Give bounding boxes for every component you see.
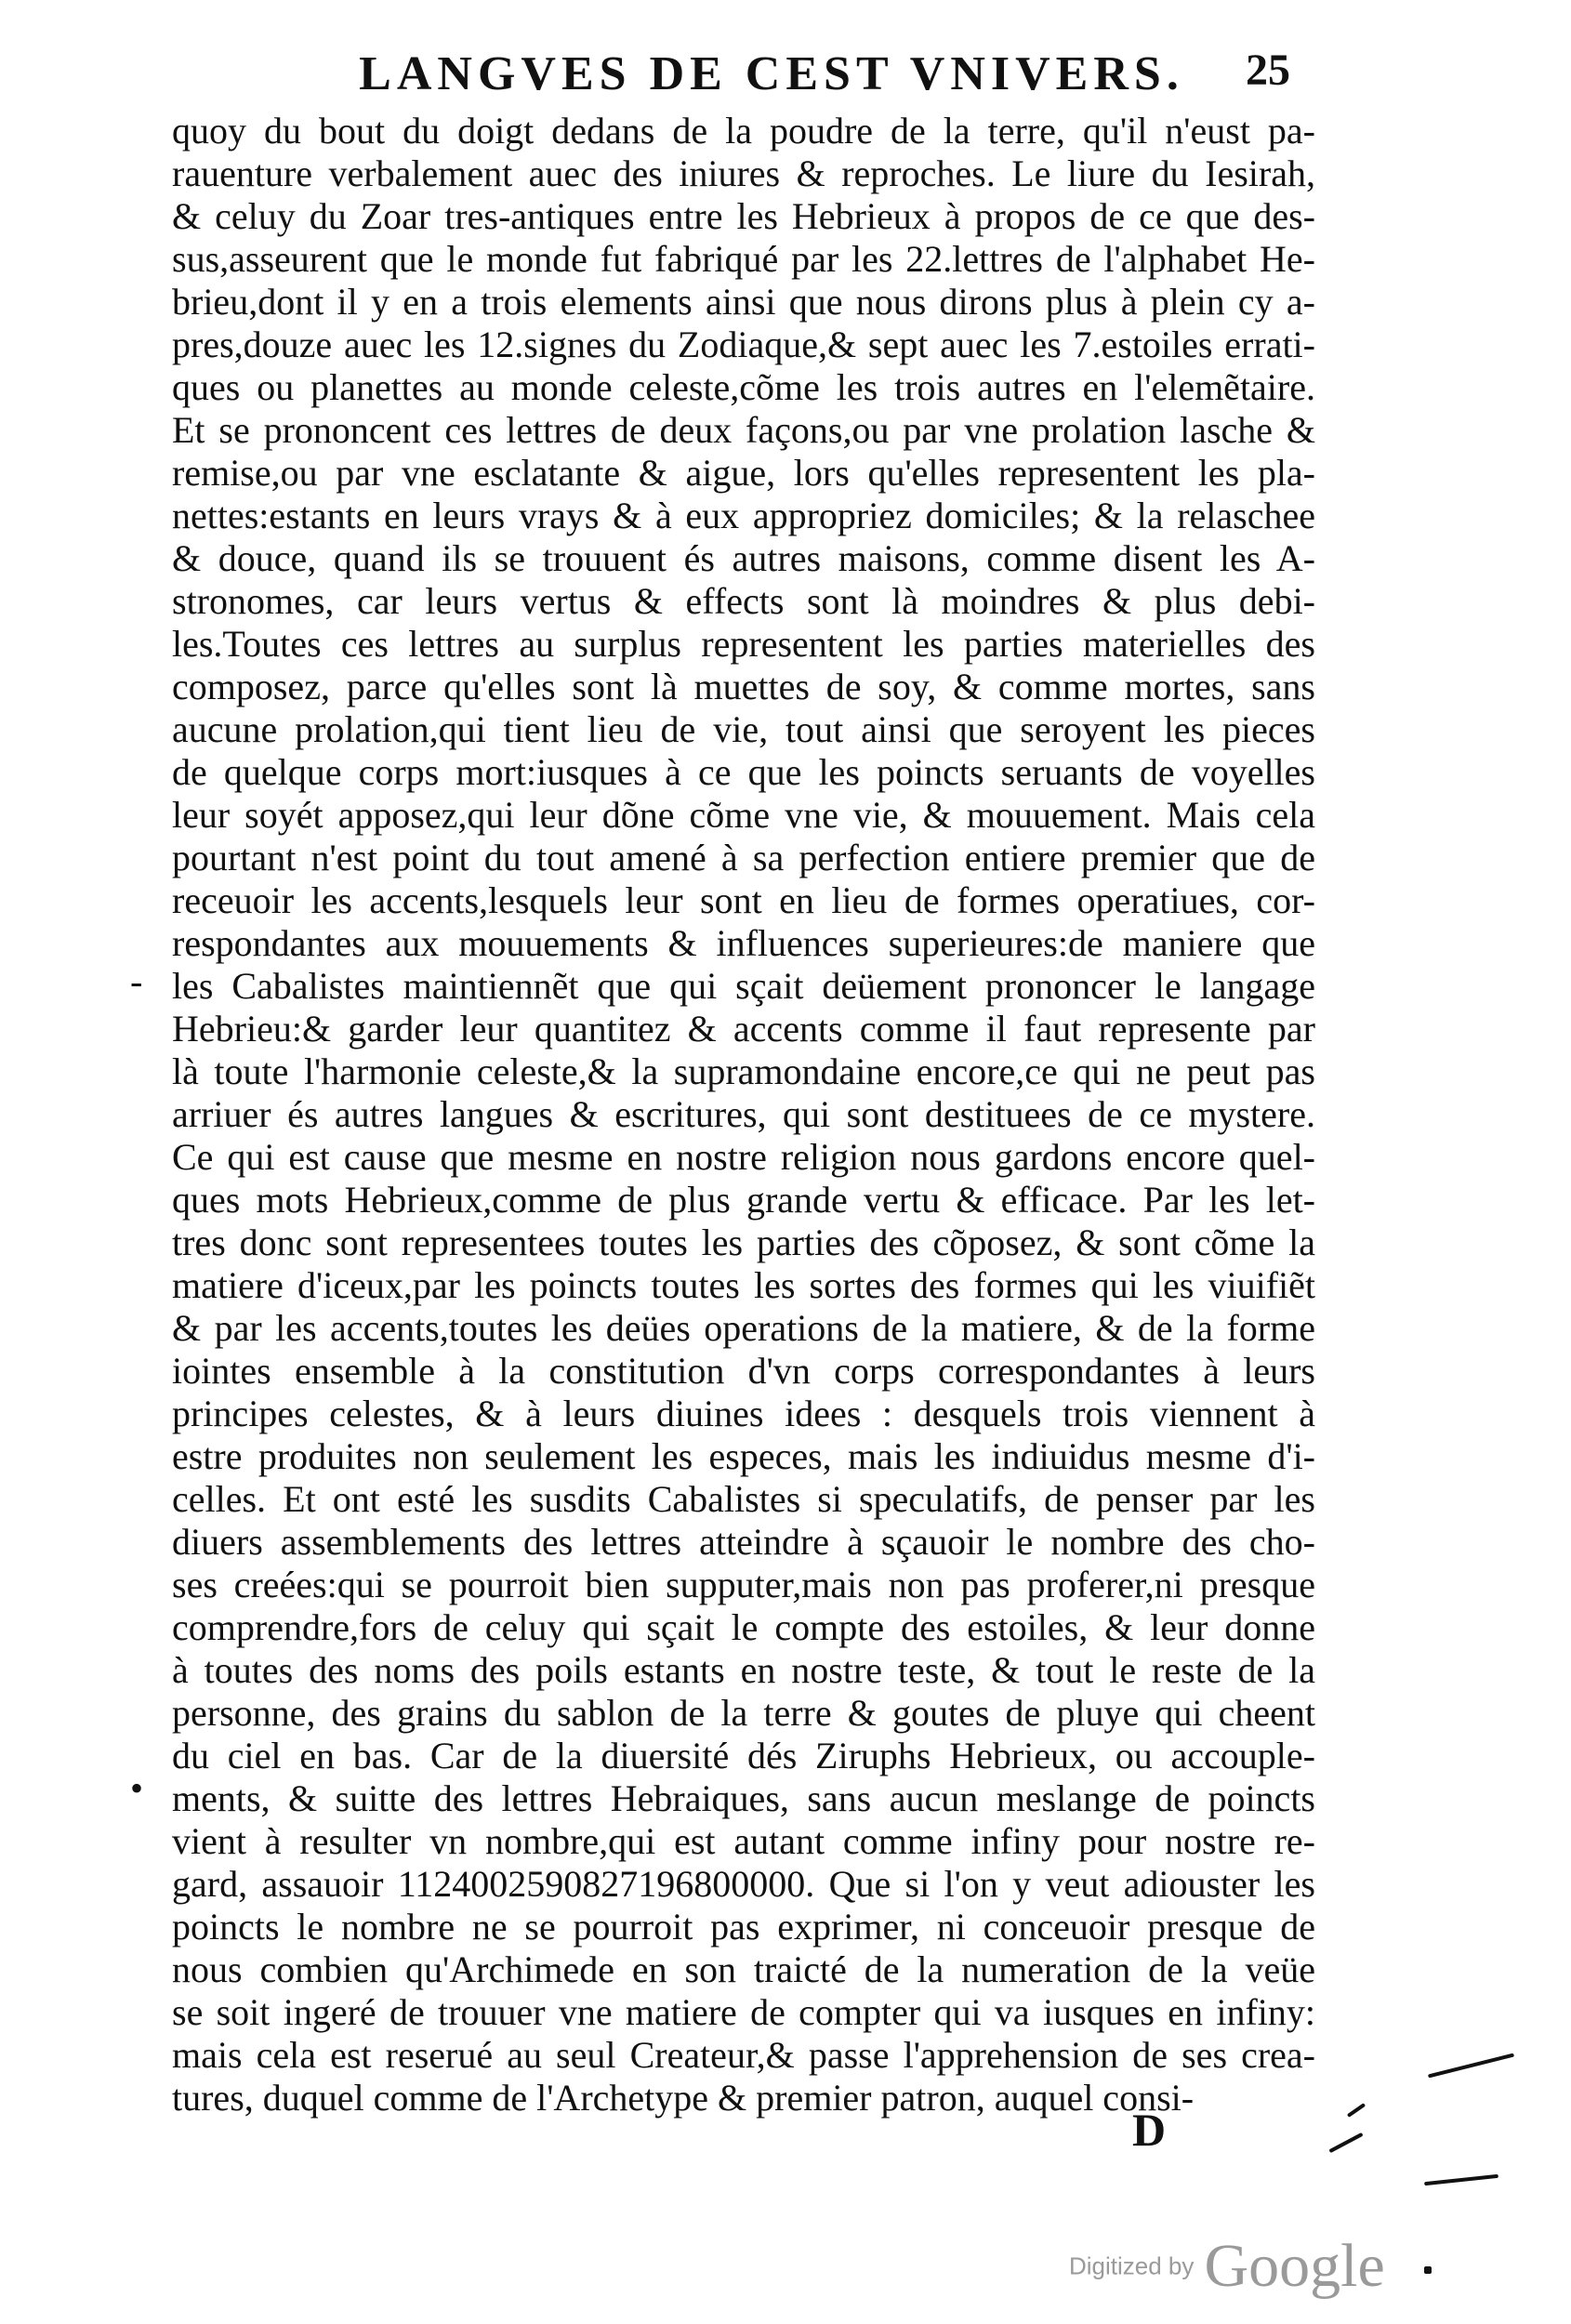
text-line: brieu,dont il y en a trois elements ainsi que nous dirons plus à plein cy a-	[172, 281, 1315, 323]
text-line: poincts le nombre ne se pourroit pas exprimer, ni conceuoir presque de	[172, 1906, 1315, 1948]
text-line: receuoir les accents,lesquels leur sont en lieu de formes operatiues, cor-	[172, 879, 1315, 921]
ink-dot	[1424, 2266, 1432, 2274]
text-line: iointes ensemble à la constitution d'vn corps correspondantes à leurs	[172, 1350, 1315, 1392]
text-line: les.Toutes ces lettres au surplus representent les parties materielles des	[172, 623, 1315, 665]
text-line: & douce, quand ils se trouuent és autres maisons, comme disent les A-	[172, 537, 1315, 579]
text-line: ses creées:qui se pourroit bien supputer,mais non pas proferer,ni presque	[172, 1564, 1315, 1605]
text-line: estre produites non seulement les especes, mais les indiuidus mesme d'i-	[172, 1435, 1315, 1477]
text-line: ques mots Hebrieux,comme de plus grande vertu & efficace. Par les let-	[172, 1179, 1315, 1221]
text-line: là toute l'harmonie celeste,& la supramondaine encore,ce qui ne peut pas	[172, 1050, 1315, 1092]
text-line: pourtant n'est point du tout amené à sa perfection entiere premier que de	[172, 837, 1315, 878]
text-line: nettes:estants en leurs vrays & à eux appropriez domiciles; & la relaschee	[172, 495, 1315, 536]
text-line: arriuer és autres langues & escritures, qui sont destituees de ce mystere.	[172, 1093, 1315, 1135]
text-line: ques ou planettes au monde celeste,cõme les trois autres en l'elemẽtaire.	[172, 366, 1315, 408]
text-line: remise,ou par vne esclatante & aigue, lors qu'elles representent les pla-	[172, 452, 1315, 494]
watermark-brand: Google	[1204, 2232, 1385, 2300]
text-line: Et se prononcent ces lettres de deux façons,ou par vne prolation lasche &	[172, 409, 1315, 451]
text-line: se soit ingeré de trouuer vne matiere de compter qui va iusques en infiny:	[172, 1991, 1315, 2033]
ink-stroke	[1328, 2133, 1363, 2153]
text-line: ments, & suitte des lettres Hebraiques, sans aucun meslange de poincts	[172, 1777, 1315, 1819]
text-line: pres,douze auec les 12.signes du Zodiaque,& sept auec les 7.estoiles errati-	[172, 324, 1315, 365]
margin-mark: •	[130, 1767, 144, 1809]
ink-stroke	[1424, 2174, 1498, 2185]
text-line: leur soyét apposez,qui leur dõne cõme vne vie, & mouuement. Mais cela	[172, 794, 1315, 836]
text-line: tres donc sont representees toutes les parties des cõposez, & sont cõme la	[172, 1221, 1315, 1263]
text-line: rauenture verbalement auec des iniures & reproches. Le liure du Iesirah,	[172, 152, 1315, 194]
text-line: composez, parce qu'elles sont là muettes de soy, & comme mortes, sans	[172, 666, 1315, 707]
digitized-watermark	[1069, 2231, 1385, 2302]
margin-mark: -	[130, 960, 143, 1002]
text-line: respondantes aux mouuements & influences superieures:de maniere que	[172, 922, 1315, 964]
text-line: du ciel en bas. Car de la diuersité dés Ziruphs Hebrieux, ou accouple-	[172, 1735, 1315, 1776]
text-line: de quelque corps mort:iusques à ce que les poincts seruants de voyelles	[172, 751, 1315, 793]
text-line: Ce qui est cause que mesme en nostre religion nous gardons encore quel-	[172, 1136, 1315, 1178]
text-line: Hebrieu:& garder leur quantitez & accents comme il faut represente par	[172, 1008, 1315, 1050]
text-line: quoy du bout du doigt dedans de la poudre de la terre, qu'il n'eust pa-	[172, 110, 1315, 152]
text-line: stronomes, car leurs vertus & effects sont là moindres & plus debi-	[172, 580, 1315, 622]
ink-stroke	[1347, 2103, 1366, 2118]
text-line: tures, duquel comme de l'Archetype & premier patron, auquel consi-	[172, 2077, 1195, 2119]
text-line: comprendre,fors de celuy qui sçait le compte des estoiles, & leur donne	[172, 1606, 1315, 1648]
text-line: principes celestes, & à leurs diuines idees : desquels trois viennent à	[172, 1393, 1315, 1434]
text-line: vient à resulter vn nombre,qui est autant comme infiny pour nostre re-	[172, 1820, 1315, 1862]
text-line: & celuy du Zoar tres-antiques entre les Hebrieux à propos de ce que des-	[172, 195, 1315, 237]
text-line: & par les accents,toutes les deües operations de la matiere, & de la forme	[172, 1307, 1315, 1349]
running-head: LANGVES DE CEST VNIVERS.	[359, 47, 1184, 100]
text-line: matiere d'iceux,par les poincts toutes les sortes des formes qui les viuifiẽt	[172, 1264, 1315, 1306]
text-line: les Cabalistes maintiennẽt que qui sçait deüement prononcer le langage	[172, 965, 1315, 1007]
watermark-prefix: Digitized by	[1069, 2251, 1195, 2280]
catchword: D	[1132, 2104, 1167, 2156]
text-line: sus,asseurent que le monde fut fabriqué par les 22.lettres de l'alphabet He-	[172, 238, 1315, 280]
text-line: mais cela est reserué au seul Createur,& passe l'apprehension de ses crea-	[172, 2034, 1315, 2076]
page-number: 25	[1246, 46, 1290, 95]
body-text	[172, 110, 1315, 2119]
text-line: diuers assemblements des lettres atteindre à sçauoir le nombre des cho-	[172, 1521, 1315, 1563]
text-line: personne, des grains du sablon de la terre & goutes de pluye qui cheent	[172, 1692, 1315, 1734]
text-line: nous combien qu'Archimede en son traicté de la numeration de la veüe	[172, 1948, 1315, 1990]
text-line: celles. Et ont esté les susdits Cabalistes si speculatifs, de penser par les	[172, 1478, 1315, 1520]
text-line: à toutes des noms des poils estants en nostre teste, & tout le reste de la	[172, 1649, 1315, 1691]
text-line: aucune prolation,qui tient lieu de vie, tout ainsi que seroyent les pieces	[172, 708, 1315, 750]
text-line: gard, assauoir 1124002590827196800000. Que si l'on y veut adiouster les	[172, 1863, 1315, 1905]
ink-stroke	[1428, 2053, 1514, 2079]
